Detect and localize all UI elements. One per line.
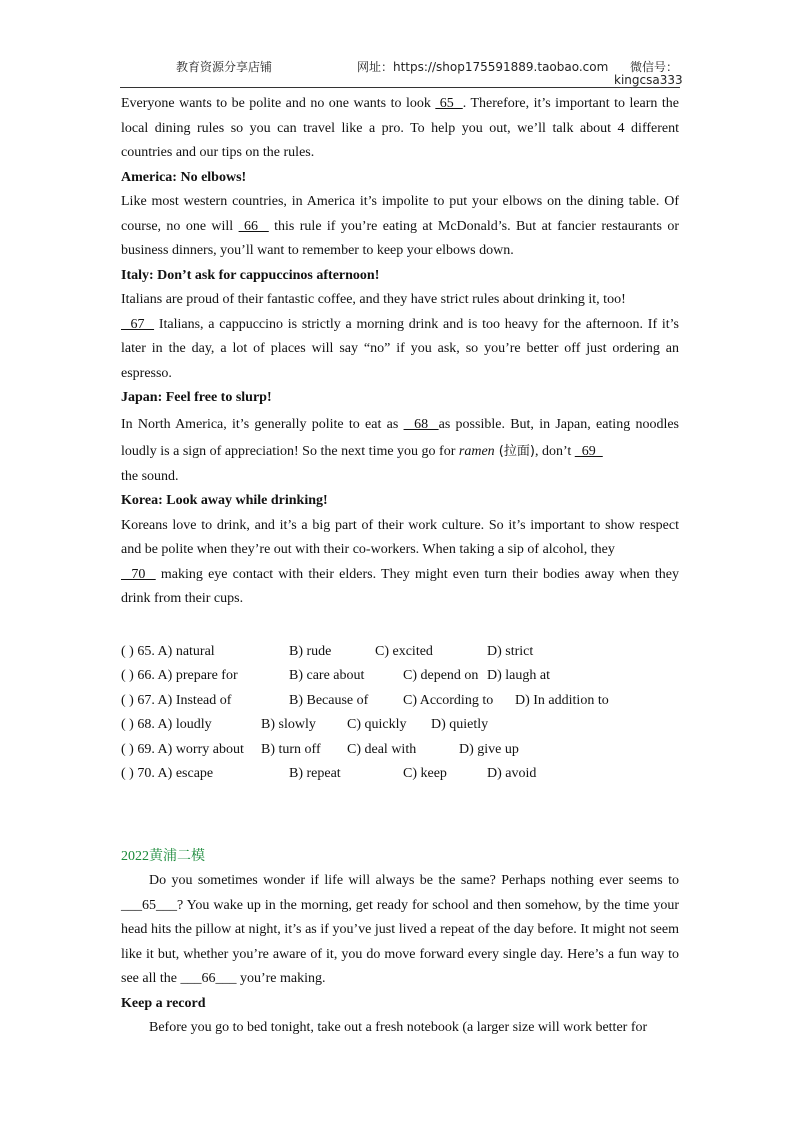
option-row-66: ( ) 66. A) prepare for B) care about C) depend on D) laugh at	[121, 668, 550, 683]
blank-70: 70	[121, 566, 156, 582]
section-title: 2022黄浦二模	[121, 848, 205, 864]
america-paragraph: Like most western countries, in America it’s impolite to put your elbows on the dining table. Of course, no one will 66 this rule if you’re eating at McDonald’s. But at fancier restaurants or business dinners, you’ll want to remember to keep your elbows down.	[121, 194, 680, 258]
header-shop-name: 教育资源分享店铺	[176, 60, 273, 74]
blank-68: 68	[403, 416, 439, 432]
korea-paragraph-2: 70 making eye contact with their elders. They might even turn their bodies away when they drink from their cups.	[121, 566, 680, 606]
korea-paragraph-1: Koreans love to drink, and it’s a big part of their work culture. So it’s important to show respect and be polite when they’re out with their co-workers. When taking a sip of alcohol, they	[121, 517, 679, 557]
intro-paragraph: Everyone wants to be polite and no one wants to look 65 . Therefore, it’s important to learn the local dining rules so you can travel like a pro. To help you out, we’ll talk about 4 different countries and our tips on the rules.	[121, 96, 679, 160]
option-row-65: ( ) 65. A) natural B) rude C) excited D) strict	[121, 643, 534, 659]
blank-67: 67	[121, 316, 155, 332]
japan-paragraph: In North America, it’s generally polite to eat as 68 as possible. But, in Japan, eating noodles loudly is a sign of appreciation! So the next time you go for ramen (拉面), don’t 69	[121, 416, 680, 459]
heading-japan: Japan: Feel free to slurp!	[121, 390, 272, 405]
heading-korea: Korea: Look away while drinking!	[121, 493, 328, 508]
section2-paragraph-2: Before you go to bed tonight, take out a fresh notebook (a larger size will work better for	[149, 1020, 648, 1035]
blank-65: 65	[435, 96, 463, 111]
blank-65-s2: ___65___	[121, 897, 177, 913]
blank-66-s2: ___66___	[180, 971, 237, 986]
option-row-69: ( ) 69. A) worry about B) turn off C) deal with D) give up	[121, 741, 519, 757]
option-row-67: ( ) 67. A) Instead of B) Because of C) According to D) In addition to	[121, 692, 609, 708]
header-url: 网址：https://shop175591889.taobao.com	[357, 60, 609, 74]
header-wechat-id: kingcsa333	[614, 73, 683, 87]
header-divider	[120, 87, 680, 88]
blank-66: 66	[238, 218, 269, 234]
italy-paragraph: 67 Italians, a cappuccino is strictly a morning drink and is too heavy for the afternoon. If it’s later in the day, a lot of places will say “no” if you ask, so you’re better off just ordering an espresso.	[121, 316, 680, 381]
heading-keep-record: Keep a record	[121, 995, 206, 1011]
header-wechat-label: 微信号：	[630, 60, 679, 74]
heading-america: America: No elbows!	[121, 169, 247, 185]
blank-69: 69	[574, 443, 603, 459]
japan-line-end: the sound.	[121, 468, 179, 484]
page-content	[121, 92, 679, 1041]
italy-line-1: Italians are proud of their fantastic coffee, and they have strict rules about drinking it, too!	[121, 292, 626, 307]
option-row-70: ( ) 70. A) escape B) repeat C) keep D) avoid	[121, 766, 537, 781]
heading-italy: Italy: Don’t ask for cappuccinos afternoon!	[121, 267, 380, 283]
section2-paragraph-1: Do you sometimes wonder if life will always be the same? Perhaps nothing ever seems to ___65___? You wake up in the morning, get ready for school and then somehow, by the time your head hits the pillow at night, it’s as if you’ve just lived a repeat of the day before. It might not seem like it but, whether you’re aware of it, you do move forward every single day. Here’s a fun way to see all the ___66___ you’re making.	[121, 873, 679, 986]
option-row-68: ( ) 68. A) loudly B) slowly C) quickly D) quietly	[121, 717, 489, 732]
options-list	[121, 640, 679, 787]
